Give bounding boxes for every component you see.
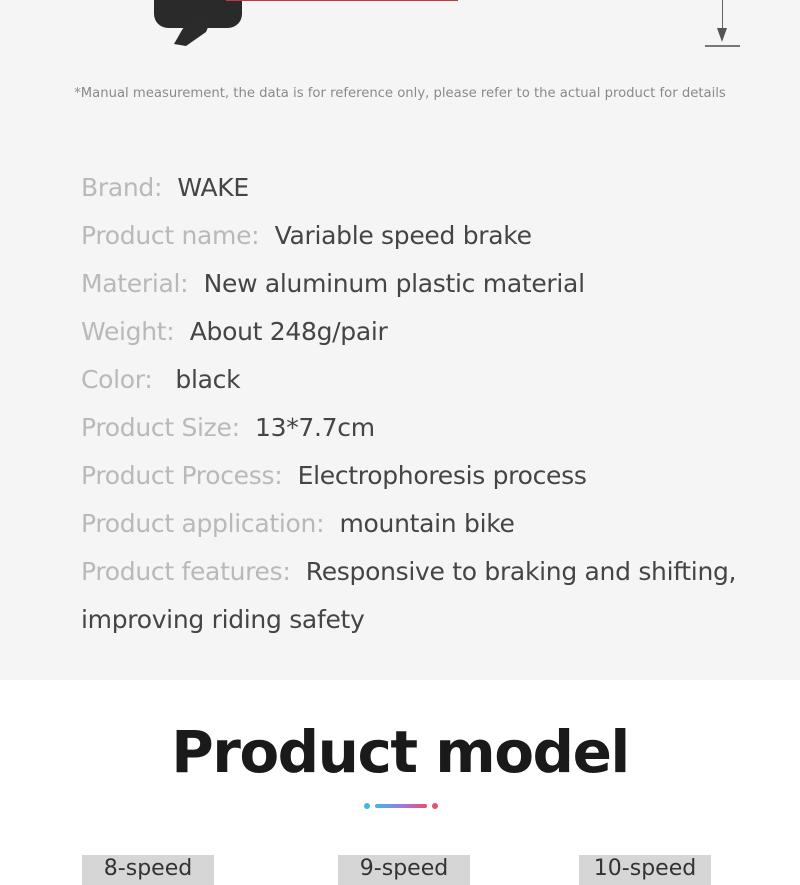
spec-label: Product Process: — [81, 461, 283, 490]
spec-row-product-application — [81, 500, 741, 548]
title-divider — [363, 802, 439, 810]
spec-value: Electrophoresis process — [297, 461, 587, 490]
measurement-line — [226, 0, 458, 1]
spec-list — [81, 164, 741, 644]
spec-row-product-size — [81, 404, 741, 452]
spec-row-product-process — [81, 452, 741, 500]
spec-label: Color: — [81, 365, 153, 394]
model-tab-8-speed[interactable]: 8-speed — [82, 855, 214, 885]
measurement-disclaimer: *Manual measurement, the data is for reference only, please refer to the actual product for details — [74, 86, 726, 101]
spec-label: Material: — [81, 269, 189, 298]
spec-value: About 248g/pair — [189, 317, 388, 346]
spec-row-product-name — [81, 212, 741, 260]
spec-row-weight — [81, 308, 741, 356]
spec-value: New aluminum plastic material — [203, 269, 585, 298]
spec-value: black — [175, 365, 241, 394]
spec-value: WAKE — [177, 173, 249, 202]
model-tab-9-speed[interactable]: 9-speed — [338, 855, 470, 885]
spec-value: mountain bike — [339, 509, 515, 538]
spec-label: Product application: — [81, 509, 325, 538]
spec-row-product-features — [81, 548, 741, 644]
spec-value: 13*7.7cm — [255, 413, 375, 442]
spec-value: Responsive to braking and shifting, improving riding safety — [81, 557, 737, 634]
spec-row-brand — [81, 164, 741, 212]
spec-label: Product features: — [81, 557, 291, 586]
spec-label: Product Size: — [81, 413, 240, 442]
dimension-arrow-icon — [717, 28, 727, 42]
section-title: Product model — [171, 718, 629, 786]
spec-label: Brand: — [81, 173, 163, 202]
brake-lever-tip — [172, 18, 214, 48]
spec-label: Weight: — [81, 317, 175, 346]
model-tab-10-speed[interactable]: 10-speed — [579, 855, 711, 885]
spec-row-material — [81, 260, 741, 308]
dimension-baseline — [705, 45, 740, 47]
spec-value: Variable speed brake — [274, 221, 532, 250]
spec-label: Product name: — [81, 221, 260, 250]
spec-row-color — [81, 356, 741, 404]
